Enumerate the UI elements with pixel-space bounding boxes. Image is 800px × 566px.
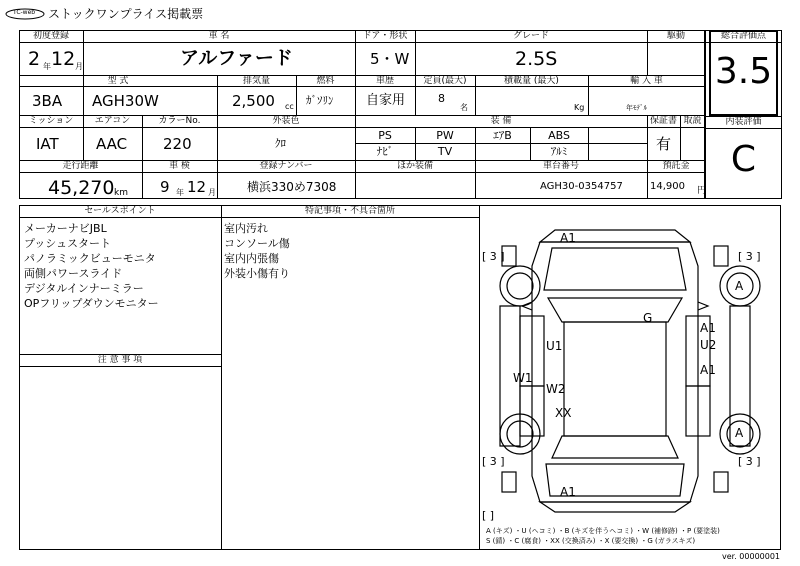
label-sales-points: セールスポイント (84, 206, 156, 216)
inspection-year: 9 (160, 178, 170, 196)
mark-front-right-wheel: A (735, 279, 744, 293)
model-type-prefix: 3BA (32, 92, 63, 110)
right-front-box (714, 246, 728, 266)
label-warranty: 保証書 (649, 116, 677, 126)
mileage: 45,270 (48, 177, 115, 199)
equip-pw: PW (436, 129, 454, 142)
reg-month: 12 (51, 48, 76, 70)
label-import: 輸 入 車 (630, 76, 663, 86)
label-interior-score: 内装評価 (725, 117, 762, 127)
bracket-left-bottom: [ 3 ] (482, 455, 505, 468)
ext-color: ｸﾛ (275, 137, 286, 150)
mileage-unit: km (114, 188, 128, 198)
overall-score: 3.5 (714, 51, 773, 92)
rear-bumper-outline (540, 502, 690, 512)
version-label: ver. 00000001 (722, 552, 781, 561)
equip-tv: TV (437, 145, 453, 158)
mark-roof: G (643, 311, 653, 325)
model-type: AGH30W (92, 92, 159, 110)
label-aircon: エアコン (94, 116, 131, 126)
label-displacement: 排気量 (242, 76, 270, 86)
car-history: 自家用 (366, 93, 406, 108)
list-item: コンソール傷 (224, 237, 290, 250)
sales-points-list (24, 221, 159, 311)
page-title: ストックワンプライス掲載票 (48, 7, 204, 21)
roof-outline (564, 322, 666, 436)
list-item: 両側パワースライド (24, 267, 123, 280)
displacement-unit: cc (285, 102, 294, 111)
label-load: 積載量 (最大) (504, 76, 559, 86)
label-fuel: 燃料 (316, 76, 335, 86)
color-no: 220 (163, 135, 192, 153)
load-unit: Kg (574, 103, 585, 112)
chassis-no: AGH30-0354757 (540, 181, 623, 192)
label-reg-number: 登録ナンバー (259, 161, 313, 171)
bracket-left-top: [ 3 ] (482, 250, 505, 263)
list-item: 外装小傷有り (224, 267, 290, 280)
list-item: パノラミックビューモニタ (24, 252, 156, 265)
hood-outline (544, 248, 686, 290)
capacity: 8 (438, 92, 445, 105)
reg-number: 横浜330め7308 (247, 180, 337, 194)
damage-legend-line-1: A (キズ) ・U (ヘコミ) ・B (キズを伴うヘコミ) ・W (補修跡) ・P (要塗装) (486, 527, 720, 535)
right-rear-box (714, 472, 728, 492)
label-inspection: 車 検 (169, 161, 190, 171)
label-car-name: 車 名 (208, 31, 230, 41)
import-model-year: 年ﾓﾃﾞﾙ (626, 104, 647, 112)
label-model-type: 型 式 (107, 76, 129, 86)
label-drive: 駆動 (666, 31, 685, 41)
bracket-right-top: [ 3 ] (738, 250, 761, 263)
mark-left-rear-quarter: XX (555, 406, 572, 420)
deposit-unit: 円 (697, 186, 707, 196)
label-other-equipment: ほか装備 (396, 161, 433, 171)
inspection-year-unit: 年 (176, 188, 184, 197)
list-item: 室内内張傷 (224, 252, 279, 265)
aircon: AAC (96, 135, 128, 153)
label-deposit: 預託金 (662, 161, 690, 171)
equip-abs: ABS (548, 129, 570, 142)
mark-left-rear-door: W2 (546, 382, 566, 396)
list-item: プッシュスタート (24, 237, 112, 250)
capacity-unit: 名 (460, 103, 468, 112)
body-outline (532, 242, 698, 502)
mark-left-front-door: U1 (546, 339, 563, 353)
bracket-right-bottom: [ 3 ] (738, 455, 761, 468)
label-color-no: カラーNo. (158, 116, 201, 126)
windshield-outline (548, 298, 682, 322)
left-rear-box (502, 472, 516, 492)
inspection-month: 12 (187, 178, 207, 196)
label-mission: ミッション (28, 116, 74, 126)
label-chassis-no: 車台番号 (542, 161, 579, 171)
mark-left-rocker: W1 (513, 371, 533, 385)
mission: IAT (36, 135, 59, 153)
inspection-month-unit: 月 (208, 188, 216, 197)
label-car-history: 車歴 (375, 76, 394, 86)
mark-right-front-door: A1 (700, 321, 716, 335)
reg-year: 2 (28, 48, 41, 70)
list-item: デジタルインナーミラー (24, 282, 144, 295)
remarks-list (224, 221, 290, 281)
label-notes: 注 意 事 項 (97, 355, 143, 365)
right-profile-outline (730, 306, 750, 446)
damage-legend-line-2: S (錆) ・C (腐食) ・XX (交換済み) ・X (要交換) ・G (ガラスキズ) (486, 537, 696, 545)
warranty: 有 (655, 135, 671, 153)
grade: 2.5S (515, 48, 558, 70)
door-shape: 5・W (370, 50, 410, 68)
label-mileage: 走行距離 (62, 161, 99, 171)
car-damage-diagram (480, 206, 780, 549)
label-manual: 取説 (683, 116, 702, 126)
label-remarks: 特記事項・不具合箇所 (304, 206, 395, 216)
front-left-wheel (500, 266, 540, 306)
label-first-reg: 初度登録 (32, 31, 69, 41)
label-grade: グレード (512, 31, 549, 41)
deposit: 14,900 (650, 181, 685, 192)
interior-score: C (730, 139, 757, 180)
list-item: 室内汚れ (224, 222, 268, 235)
label-equipment: 装 備 (490, 116, 512, 126)
mark-right-rear-door: A1 (700, 363, 716, 377)
reg-month-unit: 月 (75, 62, 83, 71)
label-capacity: 定員(最大) (423, 76, 467, 86)
logo-text: TC-web (13, 9, 36, 16)
equip-navi: ﾅﾋﾞ (376, 145, 394, 158)
car-name: アルファード (180, 47, 293, 69)
list-item: OPフリップダウンモニター (24, 297, 159, 310)
mark-rear-bumper: A1 (560, 485, 576, 499)
equip-alumi: ｱﾙﾐ (550, 145, 568, 158)
list-item: メーカーナビJBL (24, 222, 107, 235)
reg-year-unit: 年 (43, 62, 51, 71)
label-overall-score: 総合評価点 (720, 31, 766, 41)
label-ext-color: 外装色 (272, 116, 300, 126)
mark-rear-right-wheel: A (735, 426, 744, 440)
displacement: 2,500 (232, 92, 275, 110)
equip-ps: PS (378, 129, 392, 142)
logo (4, 6, 46, 20)
label-door-shape: ドア・形状 (362, 31, 408, 41)
mark-front-bumper: A1 (560, 231, 576, 245)
fuel: ｶﾞｿﾘﾝ (306, 94, 334, 107)
mark-right-rear-door-top: U2 (700, 338, 717, 352)
equip-airbag: ｴｱB (493, 129, 512, 142)
bracket-bottom: [ ] (482, 509, 495, 522)
right-mirror (698, 302, 708, 310)
rear-glass-outline (552, 436, 678, 458)
